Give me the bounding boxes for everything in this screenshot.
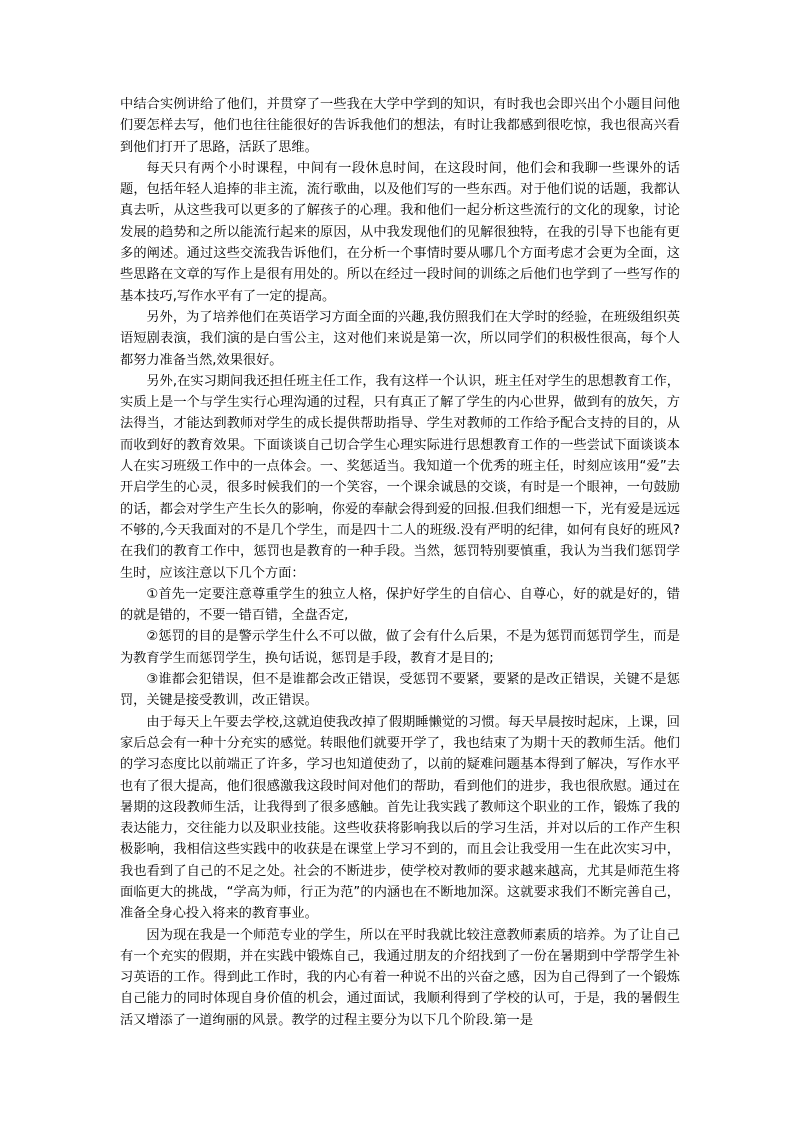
paragraph-daily-lessons: 每天只有两个小时课程，中间有一段休息时间，在这段时间，他们会和我聊一些课外的话题，包括年轻人追捧的非主流，流行歌曲，以及他们写的一些东西。对于他们说的话题，我都认真去听，从这些我可以更多的了解孩子的心理。我和他们一起分析这些流行的文化的现象，讨论发展的趋势和之所以能流行起来的原因，从中我发现他们的见解很独特，在我的引导下也能有更多的阐述。通过这些交流我告诉他们，在分析一个事情时要从哪几个方面考虑才会更为全面，这些思路在文章的写作上是很有用处的。所以在经过一段时间的训练之后他们也学到了一些写作的基本技巧,写作水平有了一定的提高。 bbox=[120, 160, 680, 304]
paragraph-point-3: ③谁都会犯错误，但不是谁都会改正错误，受惩罚不要紧，要紧的是改正错误，关键不是惩罚，关键是接受教训，改正错误。 bbox=[120, 672, 680, 709]
paragraph-continuation: 中结合实例讲给了他们，并贯穿了一些我在大学中学到的知识，有时我也会即兴出个小题目问他们要怎样去写，他们也往往能很好的告诉我他们的想法，有时让我都感到很吃惊，我也很高兴看到他们打开了思路，活跃了思维。 bbox=[120, 97, 680, 155]
paragraph-summary: 由于每天上午要去学校,这就迫使我改掉了假期睡懒觉的习惯。每天早晨按时起床，上课，回家后总会有一种十分充实的感觉。转眼他们就要开学了，我也结束了为期十天的教师生活。他们的学习态度比以前端正了许多，学习也知道使劲了，以前的疑难问题基本得到了解决，写作水平也有了很大提高，他们很感激我这段时间对他们的帮助，看到他们的进步，我也很欣慰。通过在暑期的这段教师生活，让我得到了很多感触。首先让我实践了教师这个职业的工作，锻炼了我的表达能力，交往能力以及职业技能。这些收获将影响我以后的学习生活，并对以后的工作产生积极影响，我相信这些实践中的收获是在课堂上学习不到的，而且会让我受用一生在此次实习中，我也看到了自己的不足之处。社会的不断进步，使学校对教师的要求越来越高，尤其是师范生将面临更大的挑战，“学高为师，行正为范”的内涵也在不断地加深。这就要求我们不断完善自己，准备全身心投入将来的教育事业。 bbox=[120, 714, 680, 922]
paragraph-english-drama: 另外，为了培养他们在英语学习方面全面的兴趣,我仿照我们在大学时的经验，在班级组织英语短剧表演，我们演的是白雪公主，这对他们来说是第一次，所以同学们的积极性很高，每个人都努力准备当然,效果很好。 bbox=[120, 309, 680, 368]
paragraph-point-2: ②惩罚的目的是警示学生什么不可以做，做了会有什么后果，不是为惩罚而惩罚学生，而是为教育学生而惩罚学生，换句话说，惩罚是手段，教育才是目的; bbox=[120, 629, 680, 666]
paragraph-point-1: ①首先一定要注意尊重学生的独立人格，保护好学生的自信心、自尊心，好的就是好的，错的就是错的，不要一错百错，全盘否定, bbox=[120, 586, 680, 624]
paragraph-normal-student: 因为现在我是一个师范专业的学生，所以在平时我就比较注意教师素质的培养。为了让自己有一个充实的假期，并在实践中锻炼自己，我通过朋友的介绍找到了一份在暑期到中学帮学生补习英语的工作。得到此工作时，我的内心有着一种说不出的兴奋之感，因为自己得到了一个锻炼自己能力的同时体现自身价值的机会，通过面试，我顺利得到了学校的认可，于是，我的暑假生活又增添了一道绚丽的风景。教学的过程主要分为以下几个阶段.第一是 bbox=[120, 927, 680, 1028]
body-text bbox=[120, 94, 680, 1031]
paragraph-head-teacher: 另外,在实习期间我还担任班主任工作，我有这样一个认识，班主任对学生的思想教育工作，实质上是一个与学生实行心理沟通的过程，只有真正了解了学生的内心世界，做到有的放矢，方法得当，才能达到教师对学生的成长提供帮助指导、学生对教师的工作给予配合支持的目的，从而收到好的教育效果。下面谈谈自己切合学生心理实际进行思想教育工作的一些尝试下面谈谈本人在实习班级工作中的一点体会。一、奖惩适当。我知道一个优秀的班主任，时刻应该用“爱”去开启学生的心灵，很多时候我们的一个笑容，一个课余诚恳的交谈，有时是一个眼神，一句鼓励的话，都会对学生产生长久的影响，你爱的奉献会得到爱的回报.但我们细想一下，光有爱是远远不够的,今天我面对的不是几个学生，而是四十二人的班级.没有严明的纪律，如何有良好的班风?在我们的教育工作中，惩罚也是教育的一种手段。当然，惩罚特别要慎重，我认为当我们惩罚学生时，应该注意以下几个方面： bbox=[120, 373, 680, 581]
